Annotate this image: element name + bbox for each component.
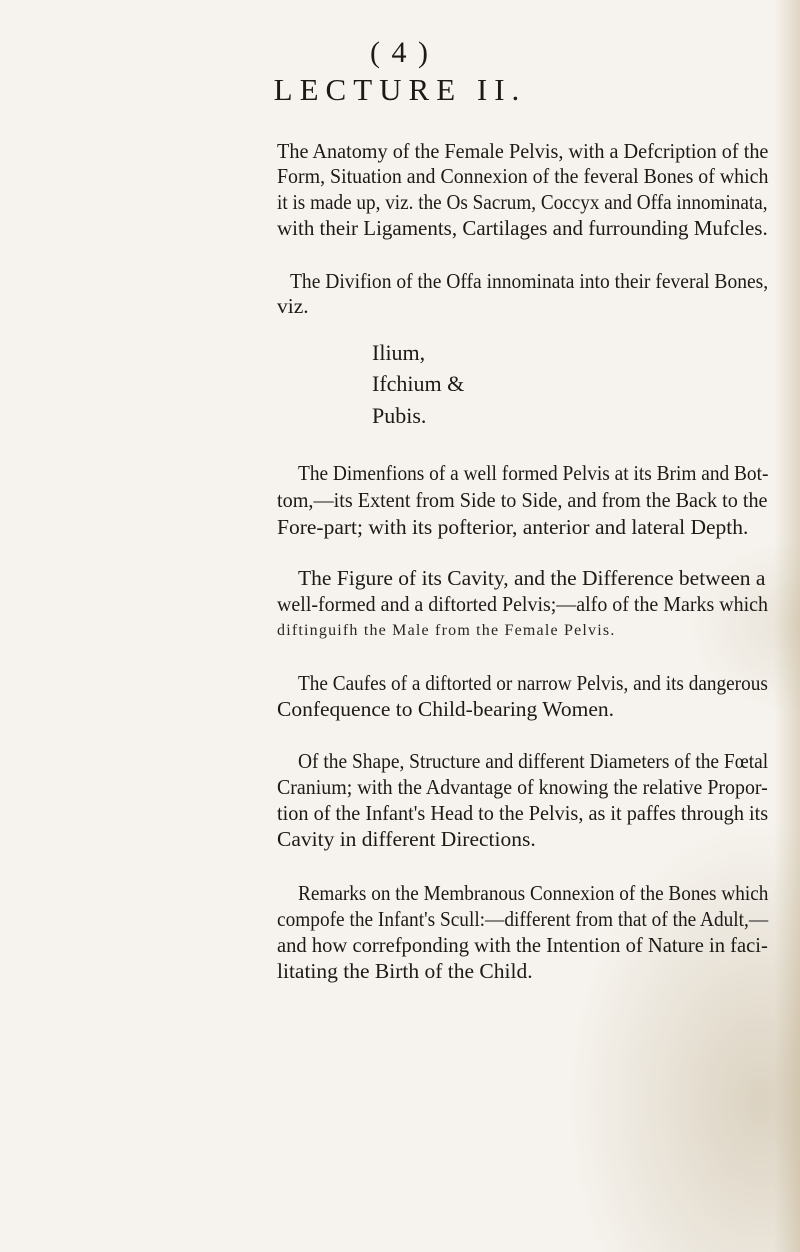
text-line: tion of the Infant's Head to the Pelvis, as it paffes through its xyxy=(277,801,769,825)
list-item-ilium: Ilium, xyxy=(372,340,426,365)
text-line: litating the Birth of the Child. xyxy=(277,959,533,983)
text-line: The Divifion of the Offa innominata into their feveral Bones, xyxy=(290,269,769,293)
text-line: Fore-part; with its pofterior, anterior and lateral Depth. xyxy=(277,515,749,539)
text-line: The Caufes of a diftorted or narrow Pelvis, and its dangerous xyxy=(298,671,768,695)
page-number: ( 4 ) xyxy=(370,36,430,69)
text-line: viz. xyxy=(277,294,309,318)
text-line: Remarks on the Membranous Connexion of the Bones which xyxy=(298,881,769,905)
text-line: it is made up, viz. the Os Sacrum, Coccyx and Offa innominata, xyxy=(277,190,768,214)
text-line: well-formed and a diftorted Pelvis;—alfo of the Marks which xyxy=(277,592,769,616)
text-line: compofe the Infant's Scull:—different from that of the Adult,— xyxy=(277,907,769,931)
text-line: The Figure of its Cavity, and the Difference between a xyxy=(298,566,766,590)
text-line: Of the Shape, Structure and different Diameters of the Fœtal xyxy=(298,749,769,773)
text-line: Cranium; with the Advantage of knowing the relative Propor- xyxy=(277,775,768,799)
text-line: Cavity in different Directions. xyxy=(277,827,536,851)
list-item-pubis: Pubis. xyxy=(372,403,427,428)
page-edge-shadow xyxy=(774,0,800,1252)
text-line: The Dimenfions of a well formed Pelvis at its Brim and Bot- xyxy=(298,461,769,485)
list-item-ischium: Ifchium & xyxy=(372,371,465,396)
text-line: tom,—its Extent from Side to Side, and from the Back to the xyxy=(277,488,768,512)
text-line: Form, Situation and Connexion of the feveral Bones of which xyxy=(277,164,769,188)
text-line: Confequence to Child-bearing Women. xyxy=(277,697,615,721)
text-line: The Anatomy of the Female Pelvis, with a Defcription of the xyxy=(277,139,769,163)
text-line: with their Ligaments, Cartilages and furrounding Mufcles. xyxy=(277,216,768,240)
text-line: diftinguifh the Male from the Female Pelvis. xyxy=(277,622,616,639)
text-line: and how correfponding with the Intention of Nature in faci- xyxy=(277,933,768,957)
lecture-title: LECTURE II. xyxy=(273,72,527,107)
